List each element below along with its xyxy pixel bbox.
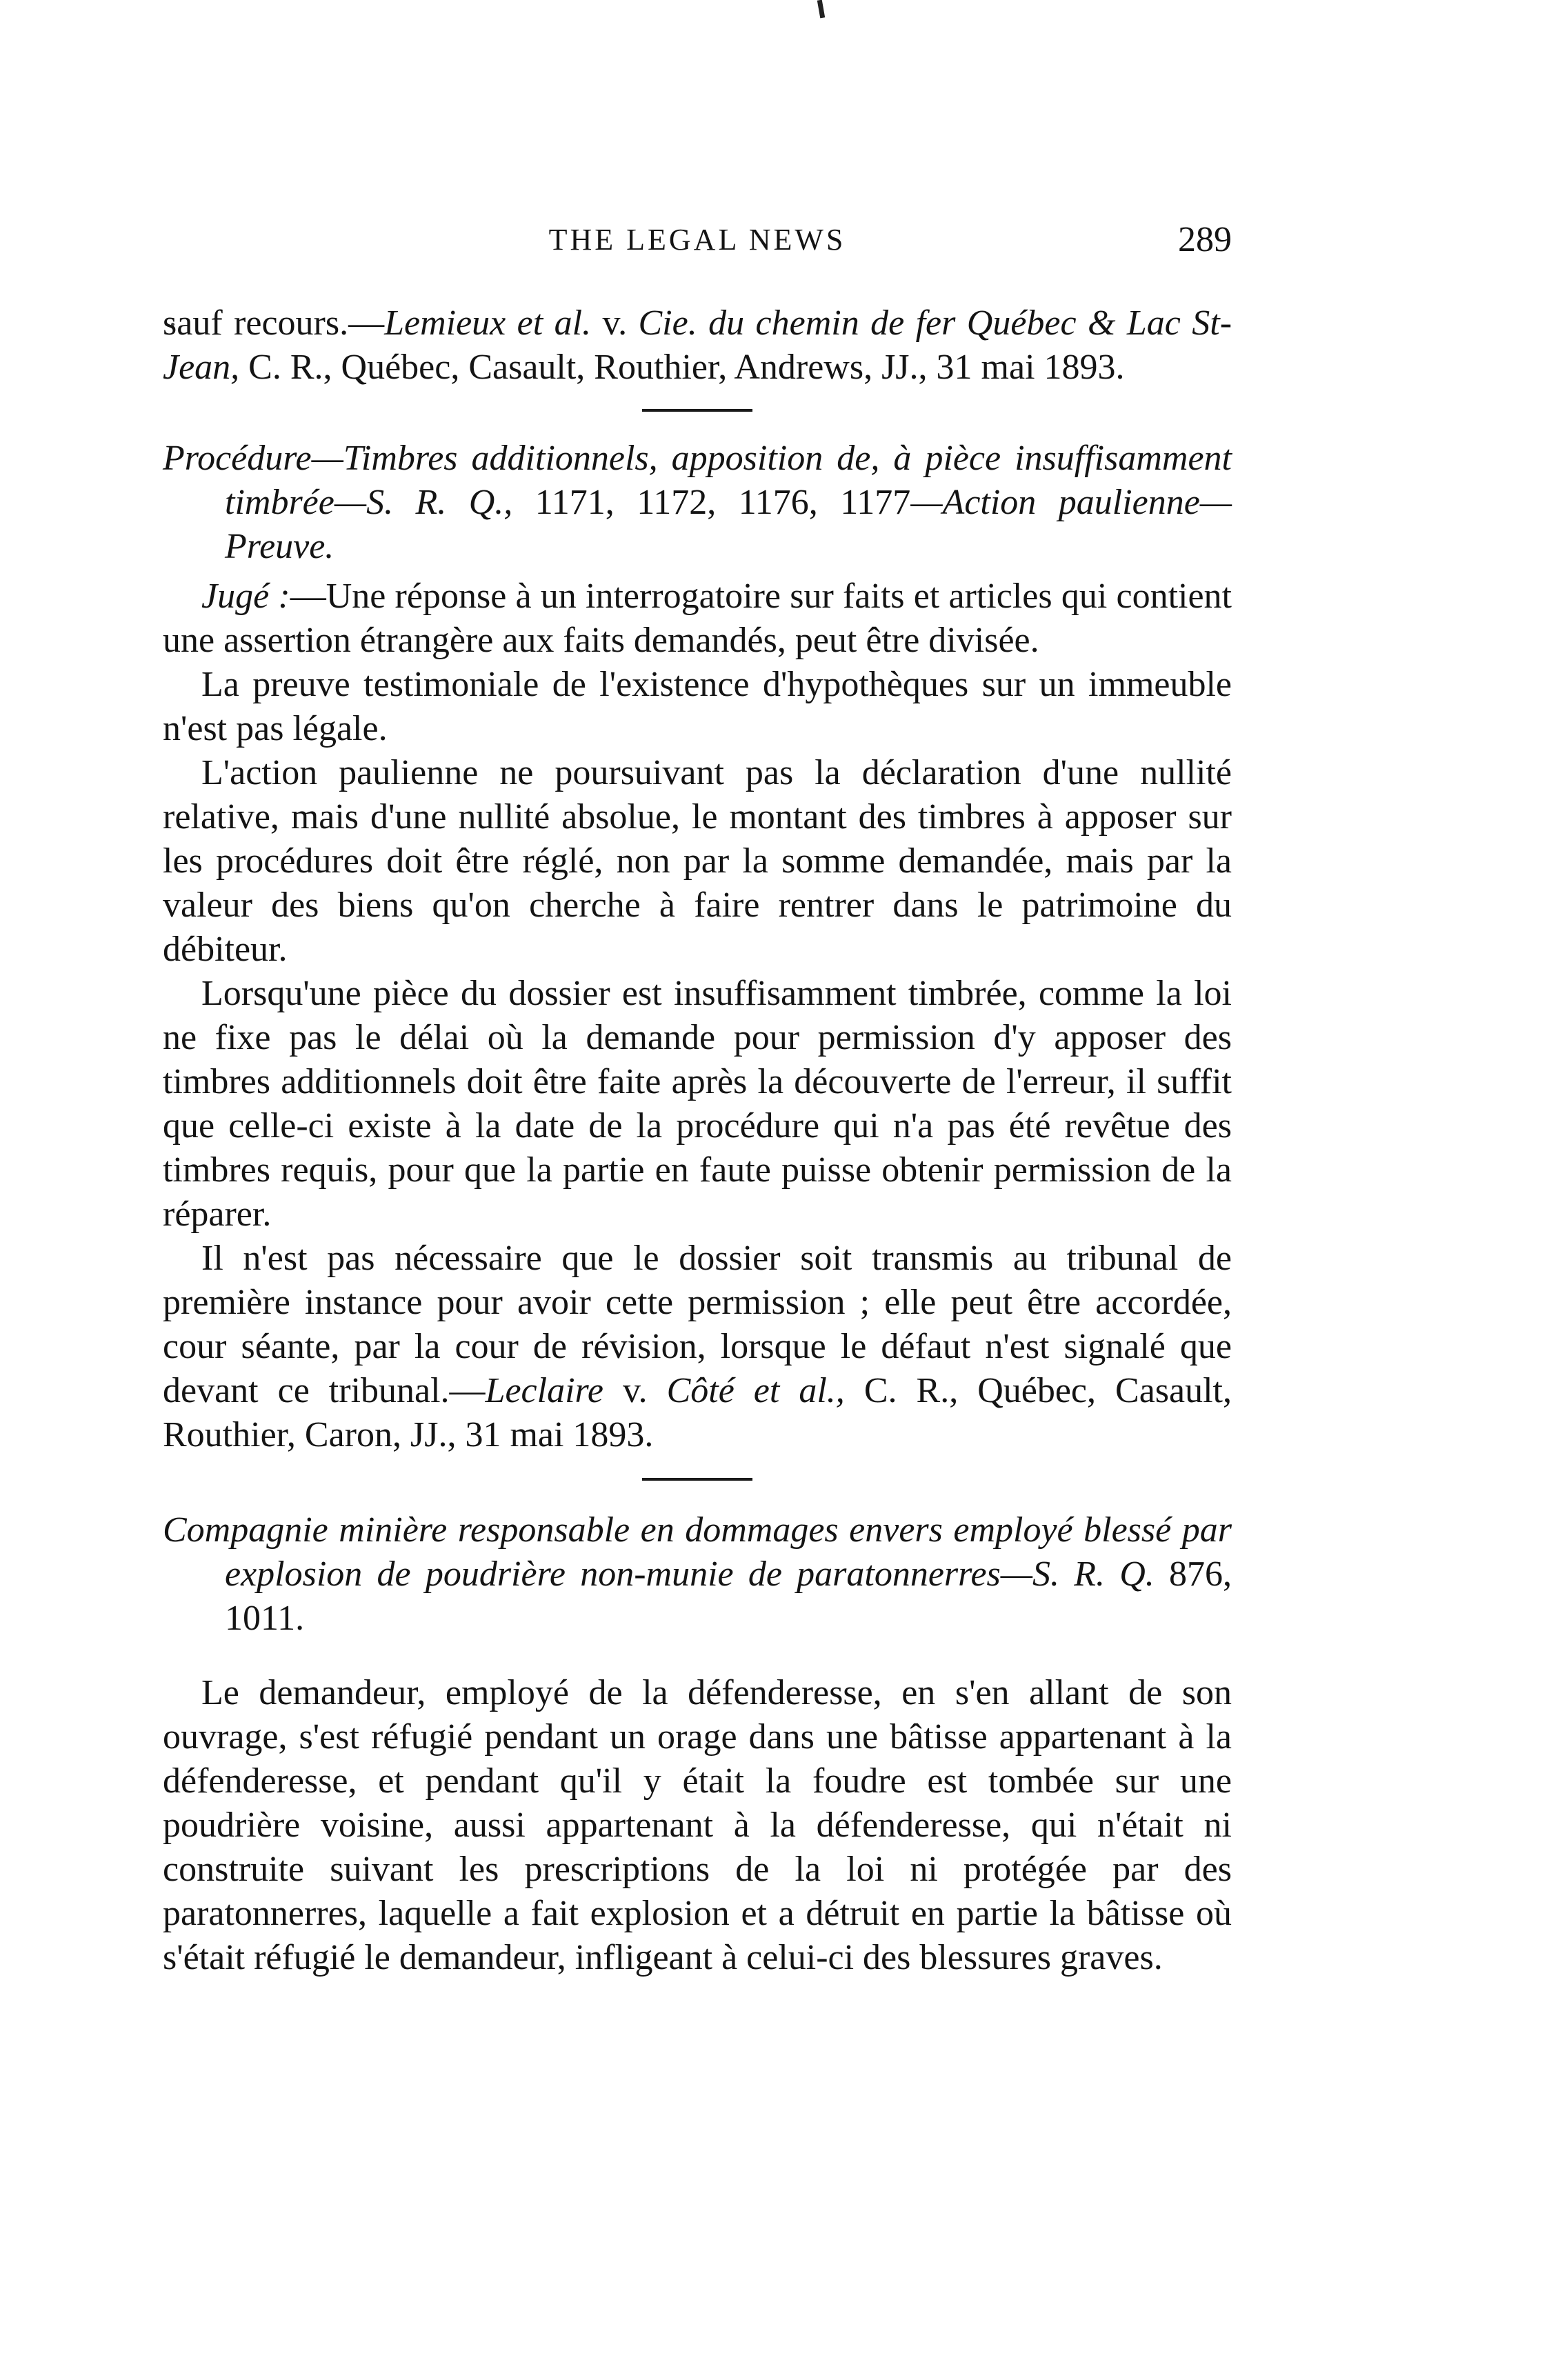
citation-text: C. R., Québec, Casault, Routhier, Andrews, JJ., 31 mai 1893. <box>239 348 1125 387</box>
party-name: Côté et al., <box>666 1371 845 1410</box>
page <box>163 0 1232 2380</box>
party-name: Cie. du chemin de fer Québec & Lac St-Jean, <box>163 303 1232 387</box>
holding-paragraph: L'action paulienne ne poursuivant pas la déclaration d'une nullité relative, mais d'une nullité absolue, le montant des timbres à apposer sur les procédures doit être réglé, non par la somme demandée, mais par la valeur des biens qu'on cherche à faire rentrer dans le patrimoine du débiteur. <box>163 753 1232 969</box>
holding-text: —Une réponse à un interrogatoire sur faits et articles qui contient une assertion étrangère aux faits demandés, peut être divisée. <box>163 577 1232 660</box>
text-run: v. <box>603 1371 667 1410</box>
page-number: 289 <box>1178 220 1232 259</box>
holding-paragraph: La preuve testimoniale de l'existence d'hypothèques sur un immeuble n'est pas légale. <box>163 665 1232 748</box>
paragraph-continuation <box>163 301 1232 390</box>
text-run: sauf recours.— <box>163 303 385 343</box>
headnote <box>163 1508 1232 1641</box>
holding-paragraph <box>163 1237 1232 1457</box>
running-title: THE LEGAL NEWS <box>548 223 846 257</box>
article-body <box>163 301 1232 1980</box>
citation-text: C. R., Québec, Casault, Routhier, Caron, JJ., 31 mai 1893. <box>163 1371 1232 1454</box>
holding-paragraph <box>163 574 1232 663</box>
headnote <box>163 437 1232 569</box>
running-head <box>163 219 1232 261</box>
party-name: Leclaire <box>485 1371 603 1410</box>
holding-paragraph: Lorsqu'une pièce du dossier est insuffisamment timbrée, comme la loi ne fixe pas le délai où la demande pour permission d'y apposer des timbres additionnels doit être faite après la découverte de l'erreur, il suffit que celle-ci existe à la date de la procédure qui n'a pas été revêtue des timbres requis, pour que la partie en faute puisse obtenir permission de la réparer. <box>163 974 1232 1234</box>
holding-text: Il n'est pas nécessaire que le dossier soit transmis au tribunal de première instance pour avoir cette permission ; elle peut être accordée, cour séante, par la cour de révision, lorsque le défaut n'est signalé que devant ce tribunal.— <box>163 1239 1232 1410</box>
headnote-text: Compagnie minière responsable en dommages envers employé blessé par explosion de poudrière non-munie de paratonnerres—S. R. Q. <box>163 1510 1232 1594</box>
facts-paragraph: Le demandeur, employé de la défenderesse, en s'en allant de son ouvrage, s'est réfugié pendant un orage dans une bâtisse appartenant à la défenderesse, et pendant qu'il y était la foudre est tombée sur une poudrière voisine, aussi appartenant à la défenderesse, qui n'était ni construite suivant les prescriptions de la loi ni protégée par des paratonnerres, laquelle a fait explosion et a détruit en partie la bâtisse où s'était réfugié le demandeur, infligeant à celui-ci des blessures graves. <box>163 1673 1232 1977</box>
juge-label: Jugé : <box>201 577 290 616</box>
article-numbers: 1171, 1172, 1176, 1177 <box>512 483 911 522</box>
section-rule <box>642 409 752 412</box>
article-numbers: 876, 1011. <box>225 1554 1232 1638</box>
party-name: Lemieux et al. <box>384 303 592 343</box>
section-rule <box>642 1478 752 1481</box>
headnote-text: —Action paulienne—Preuve. <box>225 483 1232 566</box>
text-run: v. <box>591 303 639 343</box>
headnote-text: Procédure—Timbres additionnels, apposition de, à pièce insuffisamment timbrée—S. R. Q., <box>163 439 1232 522</box>
